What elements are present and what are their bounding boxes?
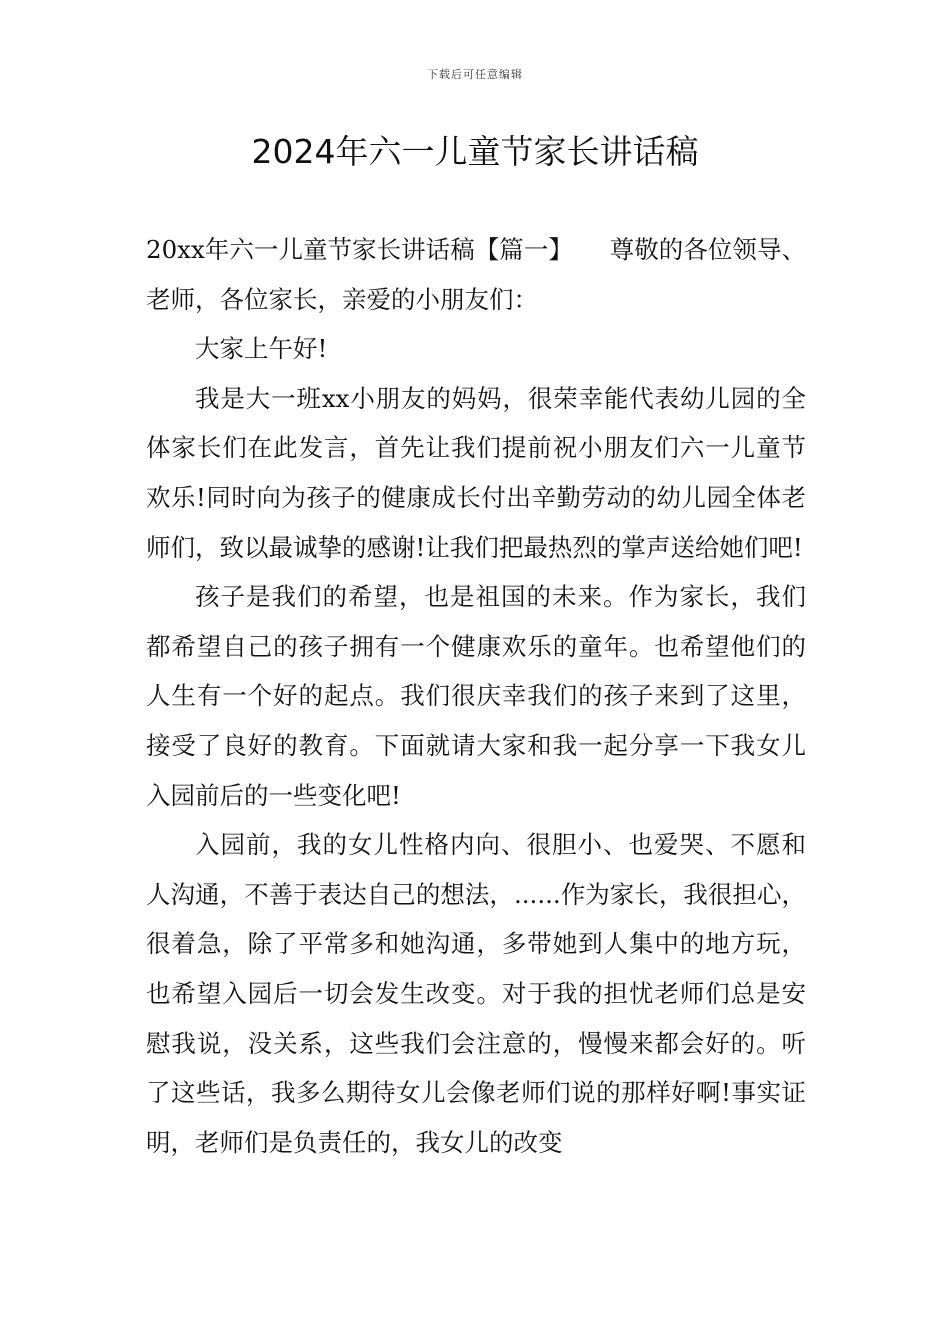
paragraph-5: 入园前，我的女儿性格内向、很胆小、也爱哭、不愿和人沟通，不善于表达自己的想法，......作为家长，我很担心，很着急，除了平常多和她沟通，多带她到人集中的地方玩，也希望入园后一切会发生改变。对于我的担忧老师们总是安慰我说，没关系，这些我们会注意的，慢慢来都会好的。听了这些话，我多么期待女儿会像老师们说的那样好啊!事实证明，老师们是负责任的，我女儿的改变 (146, 830, 806, 1157)
header-note: 下载后可任意编辑 (427, 68, 523, 81)
document-body (146, 225, 806, 1167)
paragraph-2: 大家上午好! (195, 334, 328, 364)
paragraph-4: 孩子是我们的希望，也是祖国的未来。作为家长，我们都希望自己的孩子拥有一个健康欢乐的童年。也希望他们的人生有一个好的起点。我们很庆幸我们的孩子来到了这里，接受了良好的教育。下面就请大家和我一起分享一下我女儿入园前后的一些变化吧! (146, 582, 806, 810)
paragraph-3: 我是大一班xx小朋友的妈妈，很荣幸能代表幼儿园的全体家长们在此发言，首先让我们提前祝小朋友们六一儿童节欢乐!同时向为孩子的健康成长付出辛勤劳动的幼儿园全体老师们，致以最诚挚的感谢!让我们把最热烈的掌声送给她们吧! (146, 383, 806, 562)
document-title: 2024年六一儿童节家长讲话稿 (251, 132, 699, 171)
paragraph-1: 20xx年六一儿童节家长讲话稿【篇一】 尊敬的各位领导、老师，各位家长，亲爱的小朋友们： (146, 235, 806, 314)
